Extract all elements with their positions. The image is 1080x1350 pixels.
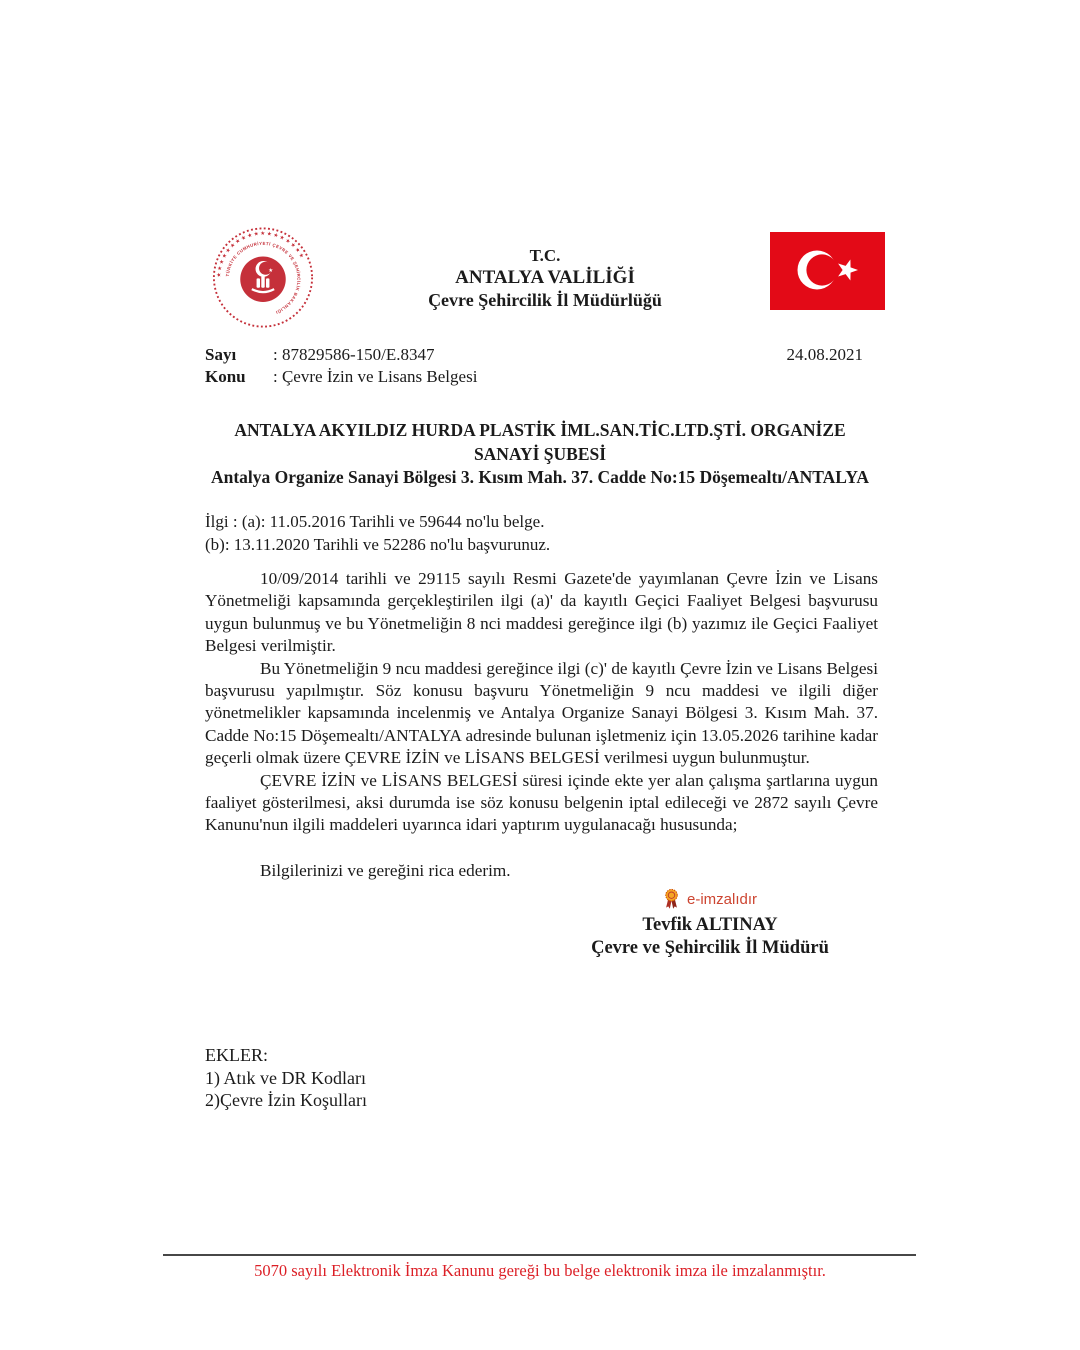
letterhead [365, 245, 725, 312]
konu-label: Konu [205, 366, 246, 386]
signer-name: Tevfik ALTINAY [642, 915, 778, 935]
signature-block [545, 888, 875, 960]
esign-disclaimer: 5070 sayılı Elektronik İmza Kanunu gereği bu belge elektronik imza ile imzalanmıştır. [254, 1261, 826, 1280]
sayi-label: Sayı [205, 345, 237, 364]
document-meta [205, 344, 863, 387]
turkish-flag-icon [770, 232, 885, 310]
reference-line: İlgi : (a): 11.05.2016 Tarihli ve 59644 no'lu belge. [205, 512, 545, 531]
footer-divider [163, 1254, 916, 1256]
sayi-value: : 87829586-150/E.8347 [273, 345, 435, 364]
esign-row [545, 888, 875, 910]
sayi-row [205, 344, 863, 366]
seal-star-ring: ★ ★ ★ ★ ★ ★ ★ ★ ★ ★ ★ ★ ★ ★ ★ ★ ★ ★ [216, 231, 305, 278]
recipient-name: ANTALYA AKYILDIZ HURDA PLASTİK İML.SAN.TİC.LTD.ŞTİ. ORGANİZE SANAYİ ŞUBESİ [234, 420, 846, 464]
attachment-item: 2)Çevre İzin Koşulları [205, 1090, 367, 1110]
recipient-address: Antalya Organize Sanayi Bölgesi 3. Kısım Mah. 37. Cadde No:15 Döşemealtı/ANTALYA [210, 467, 870, 487]
konu-value: : Çevre İzin ve Lisans Belgesi [273, 366, 478, 386]
konu-row [205, 366, 863, 388]
body-paragraph: Bu Yönetmeliğin 9 ncu maddesi gereğince ilgi (c)' de kayıtlı Çevre İzin ve Lisans Belgesi başvurusu yapılmıştır. Söz konusu başvuru Yönetmeliğin 9 ncu maddesi ve ilgili diğer yönetmelikler kapsamında incelenmiş ve Antalya Organize Sanayi Bölgesi 3. Kısım Mah. 37. Cadde No:15 Döşemealtı/ANTALYA adresinde bulunan işletmeniz için 13.05.2026 tarihine kadar geçerli olmak üzere ÇEVRE İZİN ve LİSANS BELGESİ verilmesi uygun bulunmuştur. [205, 658, 878, 768]
reference-line: (b): 13.11.2020 Tarihli ve 52286 no'lu başvurunuz. [205, 535, 551, 554]
closing-line: Bilgilerinizi ve gereğini rica ederim. [260, 860, 511, 880]
letterhead-subtitle: Çevre Şehircilik İl Müdürlüğü [428, 290, 662, 310]
letterhead-tc: T.C. [529, 246, 561, 265]
body-paragraph: ÇEVRE İZİN ve LİSANS BELGESİ süresi içinde ekte yer alan çalışma şartlarına uygun faaliyet gösterilmesi, aksi durumda ise söz konusu belgenin iptal edileceği ve 2872 sayılı Çevre Kanunu'nun ilgili maddeleri uyarınca idari yaptırım uygulanacağı hususunda; [205, 770, 878, 835]
body-paragraph: 10/09/2014 tarihli ve 29115 sayılı Resmi Gazete'de yayımlanan Çevre İzin ve Lisans Yönetmeliği kapsamında gerçekleştirilen ilgi (a)' da kayıtlı Geçici Faaliyet Belgesi başvurusu uygun bulunmuş ve bu Yönetmeliğin 8 nci maddesi gereğince ilgi (b) yazımız ile Geçici Faaliyet Belgesi verilmiştir. [205, 569, 878, 656]
letterhead-title: ANTALYA VALİLİĞİ [455, 267, 635, 288]
recipient-block [203, 419, 877, 490]
attachments-heading: EKLER: [205, 1045, 268, 1065]
ministry-seal-icon [202, 226, 324, 329]
signer-title: Çevre ve Şehircilik İl Müdürü [591, 938, 829, 958]
letter-body [205, 568, 878, 882]
e-signature-ribbon-icon [663, 888, 680, 910]
references-block [205, 510, 878, 556]
esign-label: e-imzalıdır [686, 890, 757, 908]
attachments-block [205, 1044, 367, 1112]
document-date: 24.08.2021 [786, 345, 863, 364]
seal-ring-text: TÜRKİYE CUMHURİYETİ ÇEVRE VE ŞEHİRCİLİK BAKANLIĞI [224, 240, 302, 316]
attachment-item: 1) Atık ve DR Kodları [205, 1067, 366, 1088]
